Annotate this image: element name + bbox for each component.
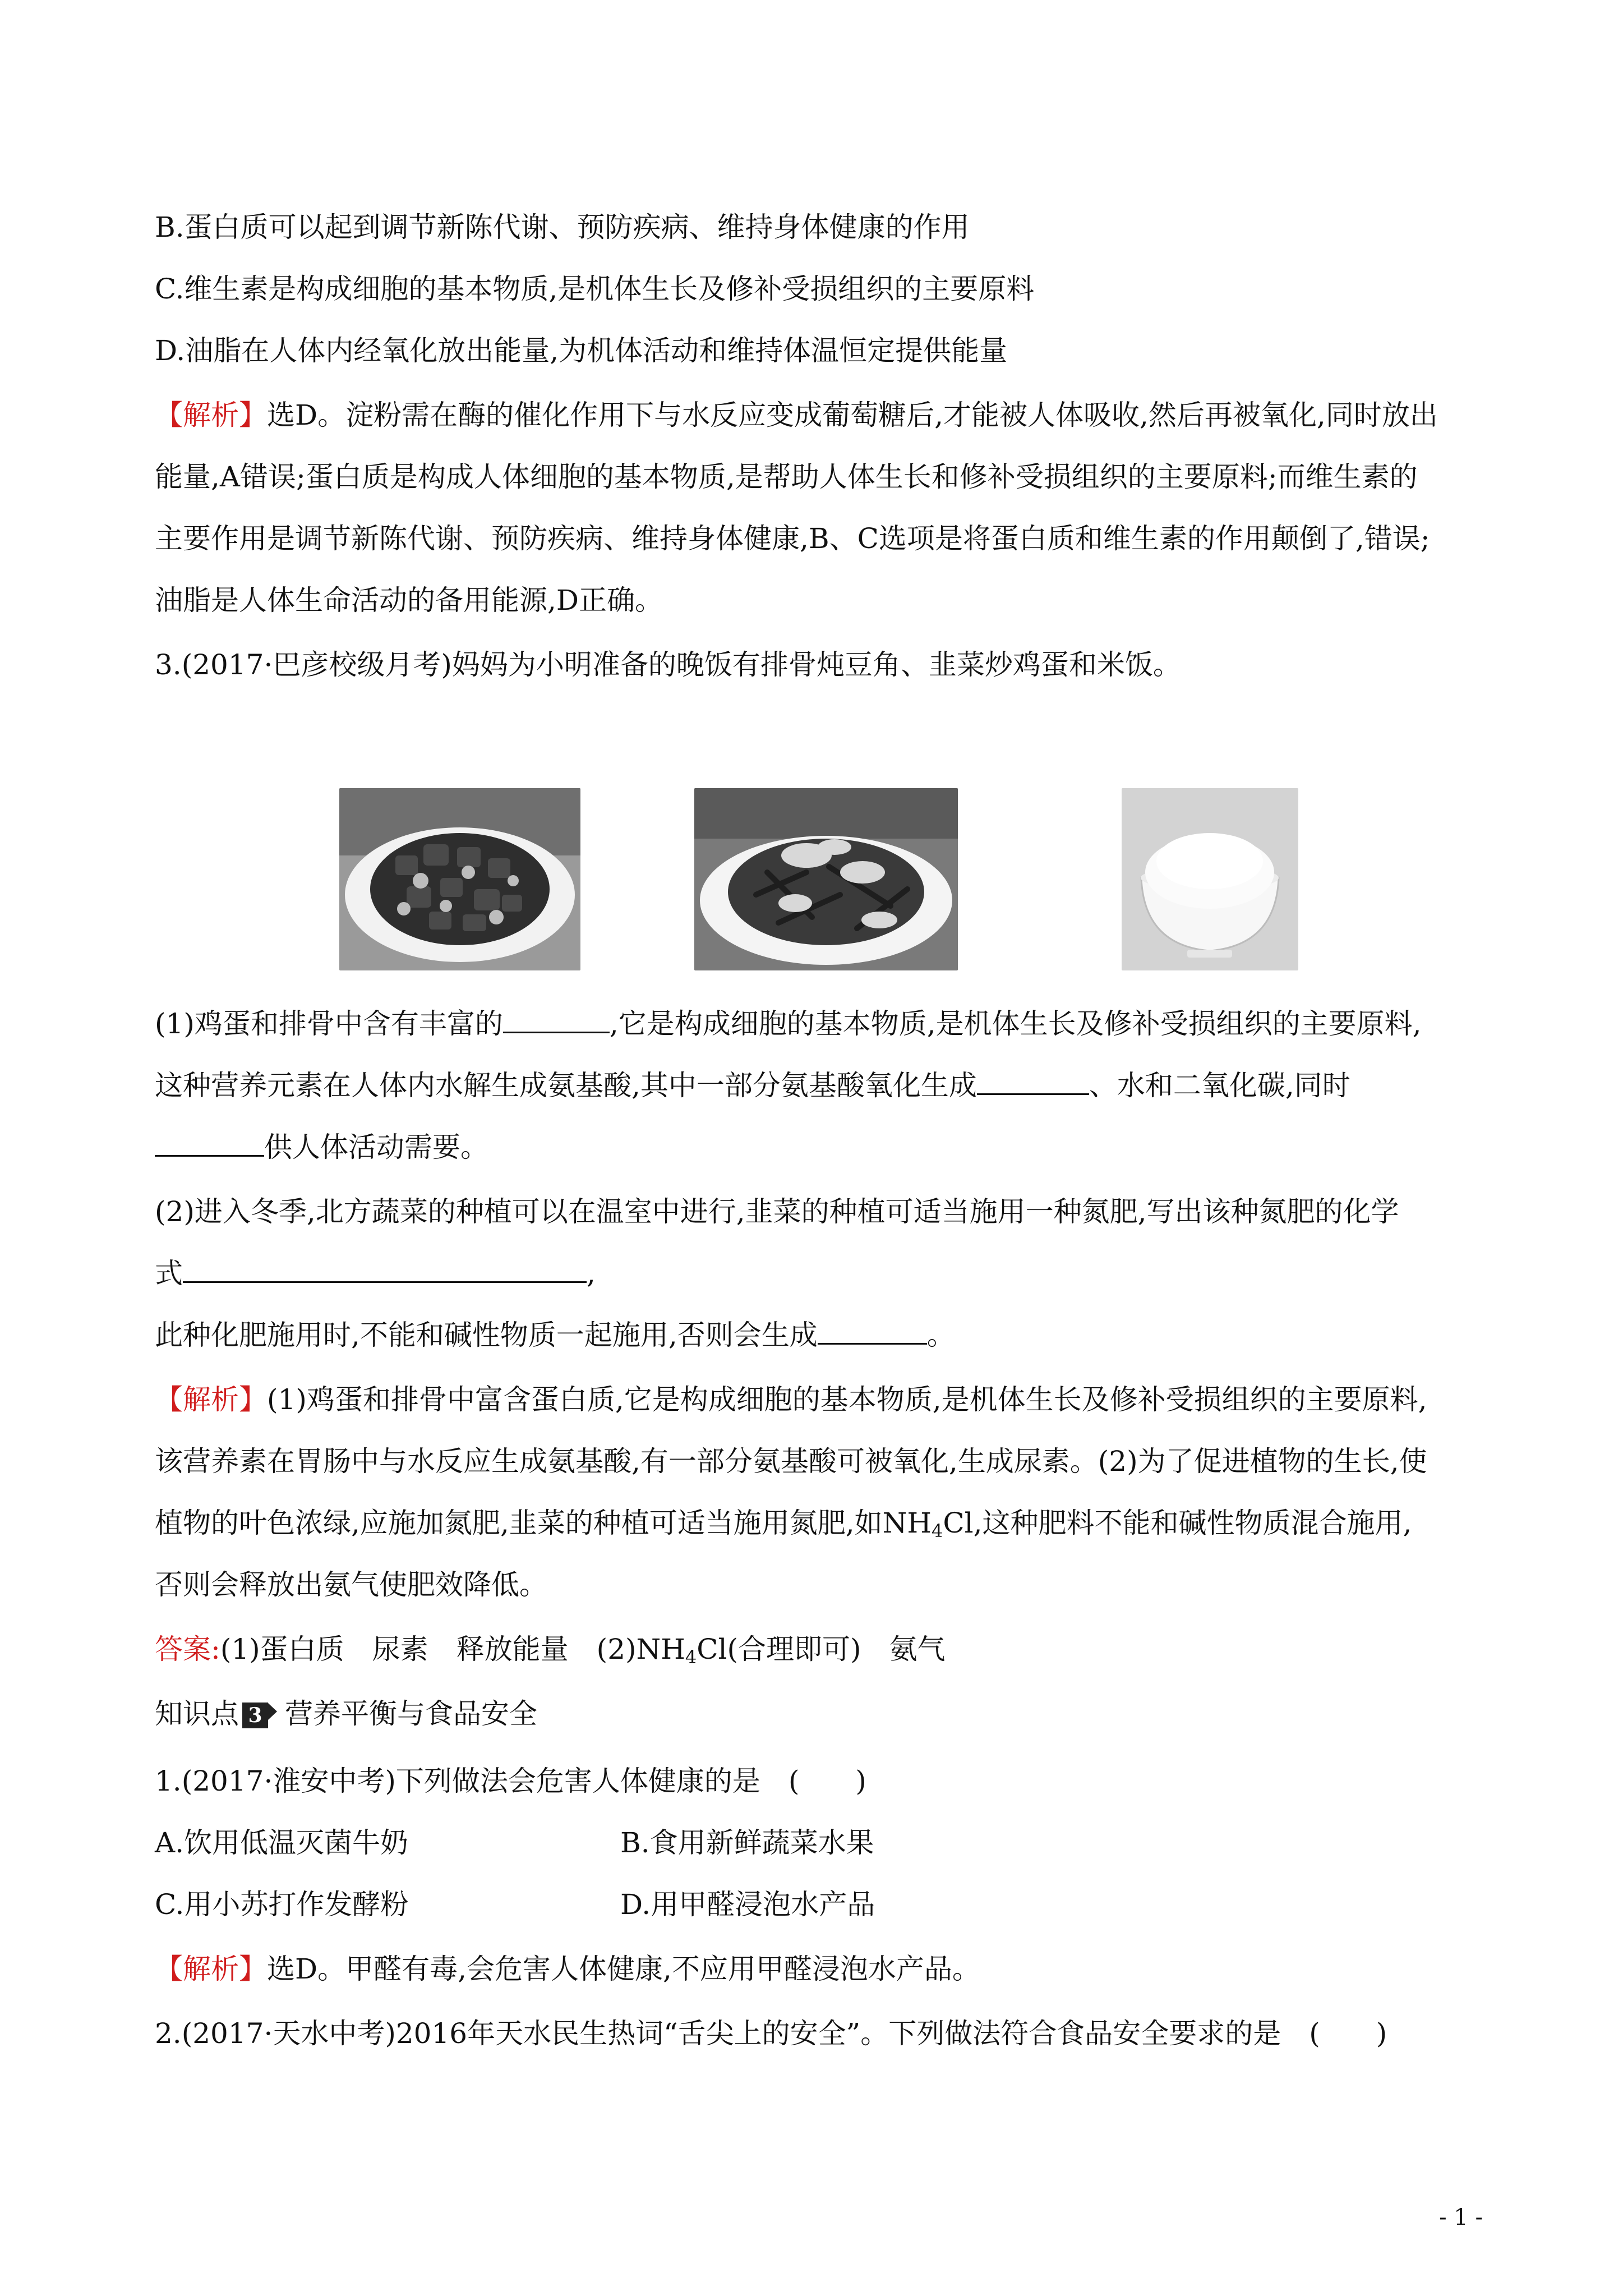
chive-egg-stirfry-photo bbox=[694, 788, 958, 970]
answer-blank bbox=[977, 1069, 1089, 1095]
answer-blank bbox=[818, 1318, 927, 1345]
q3-answer: 答案:(1)蛋白质 尿素 释放能量 $(2)NH_4Cl$(合理即可) 氨气 bbox=[155, 1633, 946, 1668]
q2-analysis-line-4: 油脂是人体生命活动的备用能源,D正确。 bbox=[155, 584, 663, 616]
q2-analysis-line-2: 能量,A错误;蛋白质是构成人体细胞的基本物质,是帮助人体生长和修补受损组织的主要原料;而维生素的 bbox=[155, 461, 1418, 493]
knowledge-point-title: 营养平衡与食品安全 bbox=[285, 1697, 537, 1730]
q3-analysis-line-3: 植物的叶色浓绿,应施加氮肥,韭菜的种植可适当施用氮肥,如$NH_4Cl$,这种肥料不能和碱性物质混合施用, bbox=[155, 1507, 1412, 1542]
photo-rice-bowl bbox=[1122, 788, 1298, 970]
photo-pork-ribs-stew bbox=[339, 788, 580, 970]
photo-chive-egg-stirfry bbox=[694, 788, 958, 970]
q3-analysis-line-1: 【解析】(1)鸡蛋和排骨中富含蛋白质,它是构成细胞的基本物质,是机体生长及修补受损组织的主要原料, bbox=[155, 1383, 1427, 1416]
q3-analysis-line-4: 否则会释放出氨气使肥效降低。 bbox=[155, 1568, 547, 1601]
s3-q1-options-cd bbox=[155, 1885, 875, 1924]
option-c: C.用小苏打作发酵粉 bbox=[155, 1888, 409, 1921]
q3-part2-line-1: (2)进入冬季,北方蔬菜的种植可以在温室中进行,韭菜的种植可适当施用一种氮肥,写出该种氮肥的化学 bbox=[155, 1195, 1399, 1228]
rice-bowl-photo bbox=[1122, 788, 1298, 970]
answer-blank bbox=[183, 1257, 587, 1283]
q3-part2-line-3: 此种化肥施用时,不能和碱性物质一起施用,否则会生成 。 bbox=[155, 1319, 955, 1351]
option-a: A.饮用低温灭菌牛奶 bbox=[155, 1826, 409, 1859]
s3-q1-stem: 1.(2017·淮安中考)下列做法会危害人体健康的是 ( ) bbox=[155, 1765, 866, 1797]
triangle-arrow-icon bbox=[268, 1703, 277, 1720]
s3-q1-analysis: 【解析】选D。甲醛有毒,会危害人体健康,不应用甲醛浸泡水产品。 bbox=[155, 1953, 980, 1985]
q3-analysis-line-2: 该营养素在胃肠中与水反应生成氨基酸,有一部分氨基酸可被氧化,生成尿素。(2)为了促进植物的生长,使 bbox=[155, 1445, 1427, 1478]
s3-q2-stem: 2.(2017·天水中考)2016年天水民生热词“舌尖上的安全”。下列做法符合食品安全要求的是 ( ) bbox=[155, 2017, 1387, 2050]
s3-q1-options-ab bbox=[155, 1823, 874, 1862]
knowledge-point-number: 3 bbox=[242, 1703, 268, 1728]
option-d: D.用甲醛浸泡水产品 bbox=[620, 1888, 875, 1921]
q2-analysis-line-3: 主要作用是调节新陈代谢、预防疾病、维持身体健康,B、C选项是将蛋白质和维生素的作用颠倒了,错误; bbox=[155, 522, 1430, 555]
q2-option-d: D.油脂在人体内经氧化放出能量,为机体活动和维持体温恒定提供能量 bbox=[155, 334, 1008, 367]
q2-option-b: B.蛋白质可以起到调节新陈代谢、预防疾病、维持身体健康的作用 bbox=[155, 211, 970, 243]
q2-option-c: C.维生素是构成细胞的基本物质,是机体生长及修补受损组织的主要原料 bbox=[155, 273, 1035, 305]
answer-blank bbox=[503, 1007, 610, 1033]
knowledge-point-heading: 知识点 3 营养平衡与食品安全 bbox=[155, 1697, 537, 1730]
analysis-tag: 【解析】 bbox=[155, 399, 267, 431]
pork-ribs-stew-photo bbox=[339, 788, 580, 970]
answer-blank bbox=[155, 1130, 264, 1157]
option-b: B.食用新鲜蔬菜水果 bbox=[620, 1826, 874, 1859]
analysis-tag: 【解析】 bbox=[155, 1383, 267, 1416]
q3-stem: 3.(2017·巴彦校级月考)妈妈为小明准备的晚饭有排骨炖豆角、韭菜炒鸡蛋和米饭。 bbox=[155, 648, 1181, 681]
q3-part1-line-1: (1)鸡蛋和排骨中含有丰富的 ,它是构成细胞的基本物质,是机体生长及修补受损组织的主要原料, bbox=[155, 1007, 1422, 1040]
q3-part2-line-2: 式 , bbox=[155, 1257, 596, 1290]
analysis-tag: 【解析】 bbox=[155, 1953, 267, 1985]
q3-part1-line-3: 供人体活动需要。 bbox=[155, 1128, 488, 1167]
answer-tag: 答案: bbox=[155, 1633, 220, 1665]
q3-part1-line-2: 这种营养元素在人体内水解生成氨基酸,其中一部分氨基酸氧化生成 、水和二氧化碳,同时 bbox=[155, 1069, 1350, 1102]
page-number: - 1 - bbox=[1439, 2205, 1483, 2230]
q2-analysis-line-1: 【解析】选D。淀粉需在酶的催化作用下与水反应变成葡萄糖后,才能被人体吸收,然后再被氧化,同时放出 bbox=[155, 399, 1438, 431]
